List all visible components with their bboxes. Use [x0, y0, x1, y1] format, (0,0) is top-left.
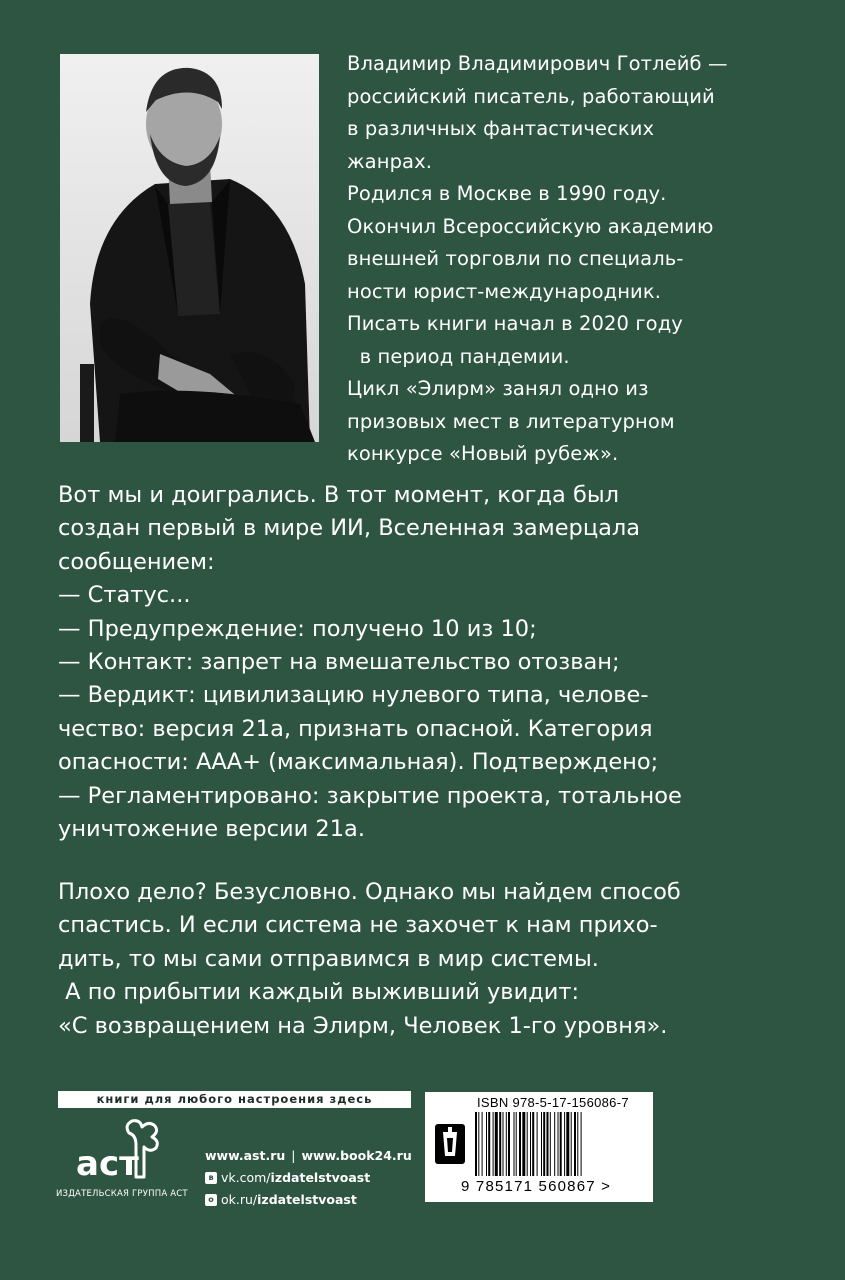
barcode-bar	[574, 1112, 576, 1176]
blurb-line: — Регламентировано: закрытие проекта, тотальное	[58, 782, 682, 809]
blurb-line: дить, то мы сами отправимся в мир системы.	[58, 945, 599, 972]
blurb-line: Плохо дело? Безусловно. Однако мы найдем способ	[58, 879, 681, 905]
ast-logo	[74, 1115, 174, 1185]
barcode-bar	[499, 1112, 501, 1176]
barcode-bar	[581, 1112, 582, 1176]
blurb-line: чество: версия 21а, признать опасной. Категория	[58, 715, 653, 742]
barcode-bar	[519, 1112, 521, 1176]
blurb-paragraph-1	[58, 479, 818, 846]
author-photo-illustration	[60, 54, 319, 442]
vk-icon: в	[205, 1172, 217, 1184]
barcode-bar	[571, 1112, 572, 1176]
blurb-line: Вот мы и доигрались. В тот момент, когда был	[58, 482, 619, 508]
barcode-bar	[475, 1112, 477, 1176]
ok-prefix: ok.ru/	[221, 1192, 258, 1207]
bio-line: Окончил Всероссийскую академию	[347, 214, 714, 238]
blurb-line: — Контакт: запрет на вмешательство отозван;	[58, 649, 620, 676]
barcode-bar	[547, 1112, 549, 1176]
website-row	[205, 1145, 412, 1167]
barcode-bar	[558, 1112, 559, 1176]
bio-line: российский писатель, работающий	[347, 84, 715, 108]
vk-row[interactable]	[205, 1167, 412, 1189]
bio-line: внешней торговли по специаль-	[347, 247, 684, 270]
bio-line: Писать книги начал в 2020 году	[347, 312, 683, 335]
barcode-bar	[543, 1112, 545, 1176]
barcode-bar	[482, 1112, 483, 1176]
blurb-line: опасности: ААА+ (максимальная). Подтверждено;	[58, 749, 659, 776]
barcode-bar	[486, 1112, 487, 1176]
publisher-links	[205, 1145, 412, 1211]
vk-prefix: vk.com/	[221, 1170, 271, 1185]
website-book24-link[interactable]: www.book24.ru	[301, 1148, 412, 1163]
bio-line: призовых мест в литературном	[347, 409, 675, 433]
barcode-bar	[493, 1112, 494, 1176]
publisher-name: ИЗДАТЕЛЬСКАЯ ГРУППА АСТ	[56, 1189, 188, 1199]
barcode-box	[425, 1092, 653, 1202]
blurb-line: — Предупреждение: получено 10 из 10;	[58, 615, 537, 642]
bio-line: Родился в Москве в 1990 году.	[347, 182, 667, 205]
blurb-line: А по прибытии каждый выживший увидит:	[58, 979, 580, 1006]
vk-handle: izdatelstvoast	[270, 1170, 371, 1185]
ok-handle: izdatelstvoast	[257, 1192, 357, 1207]
barcode-bar	[503, 1112, 504, 1176]
barcode-bar	[537, 1112, 538, 1176]
tagline-banner: книги для любого настроения здесь	[58, 1091, 411, 1108]
barcode-bar	[577, 1112, 578, 1176]
author-bio	[347, 48, 817, 471]
bio-line: в различных фантастических	[347, 117, 655, 140]
barcode-bar	[488, 1112, 490, 1176]
barcode-bar	[550, 1112, 551, 1176]
blurb-line: создан первый в мире ИИ, Вселенная замерцала	[58, 515, 641, 542]
blurb-line: «С возвращением на Элирм, Человек 1-го уровня».	[58, 1012, 668, 1039]
barcode-bar	[560, 1112, 562, 1176]
barcode-bar	[516, 1112, 517, 1176]
bio-line: Владимир Владимирович Готлейб —	[347, 52, 728, 75]
barcode-bar	[506, 1112, 507, 1176]
barcode-digits: 9 785171 560867 >	[461, 1178, 612, 1195]
barcode-bar	[541, 1112, 542, 1176]
barcode-bars	[475, 1112, 645, 1184]
blurb-line: — Статус...	[58, 582, 191, 609]
barcode-bar	[495, 1112, 498, 1176]
ok-icon: о	[205, 1194, 217, 1206]
bio-line: Цикл «Элирм» занял одно из	[347, 377, 649, 400]
isbn-label: ISBN 978-5-17-156086-7	[477, 1095, 629, 1110]
barcode-bar	[478, 1112, 479, 1176]
blurb-line: уничтожение версии 21а.	[58, 816, 365, 843]
barcode-bar	[532, 1112, 534, 1176]
blurb-line: сообщением:	[58, 548, 215, 575]
blurb-line: — Вердикт: цивилизацию нулевого типа, челове-	[58, 682, 649, 709]
blurb-line: спастись. И если система не захочет к нам прихо-	[58, 912, 658, 939]
barcode-bar	[566, 1112, 569, 1176]
barcode-bar	[554, 1112, 555, 1176]
barcode-bar	[508, 1112, 510, 1176]
bio-line: конкурсе «Новый рубеж».	[347, 442, 619, 465]
barcode-bar	[522, 1112, 525, 1176]
lantern-icon	[433, 1122, 467, 1166]
website-ast-link[interactable]: www.ast.ru	[205, 1148, 286, 1163]
ok-row[interactable]	[205, 1189, 412, 1211]
barcode-bar	[530, 1112, 531, 1176]
logo-text: аст	[76, 1144, 139, 1184]
ast-logo-mark	[74, 1115, 174, 1185]
bio-line: ности юрист-международник.	[347, 279, 661, 303]
blurb-paragraph-2	[58, 876, 818, 1043]
author-photo	[60, 54, 319, 442]
barcode-bar	[514, 1112, 515, 1176]
barcode-bar	[564, 1112, 565, 1176]
link-separator: |	[291, 1148, 296, 1163]
bio-line: в период пандемии.	[347, 344, 570, 368]
bio-line: жанрах.	[347, 149, 433, 173]
barcode-bar	[527, 1112, 528, 1176]
